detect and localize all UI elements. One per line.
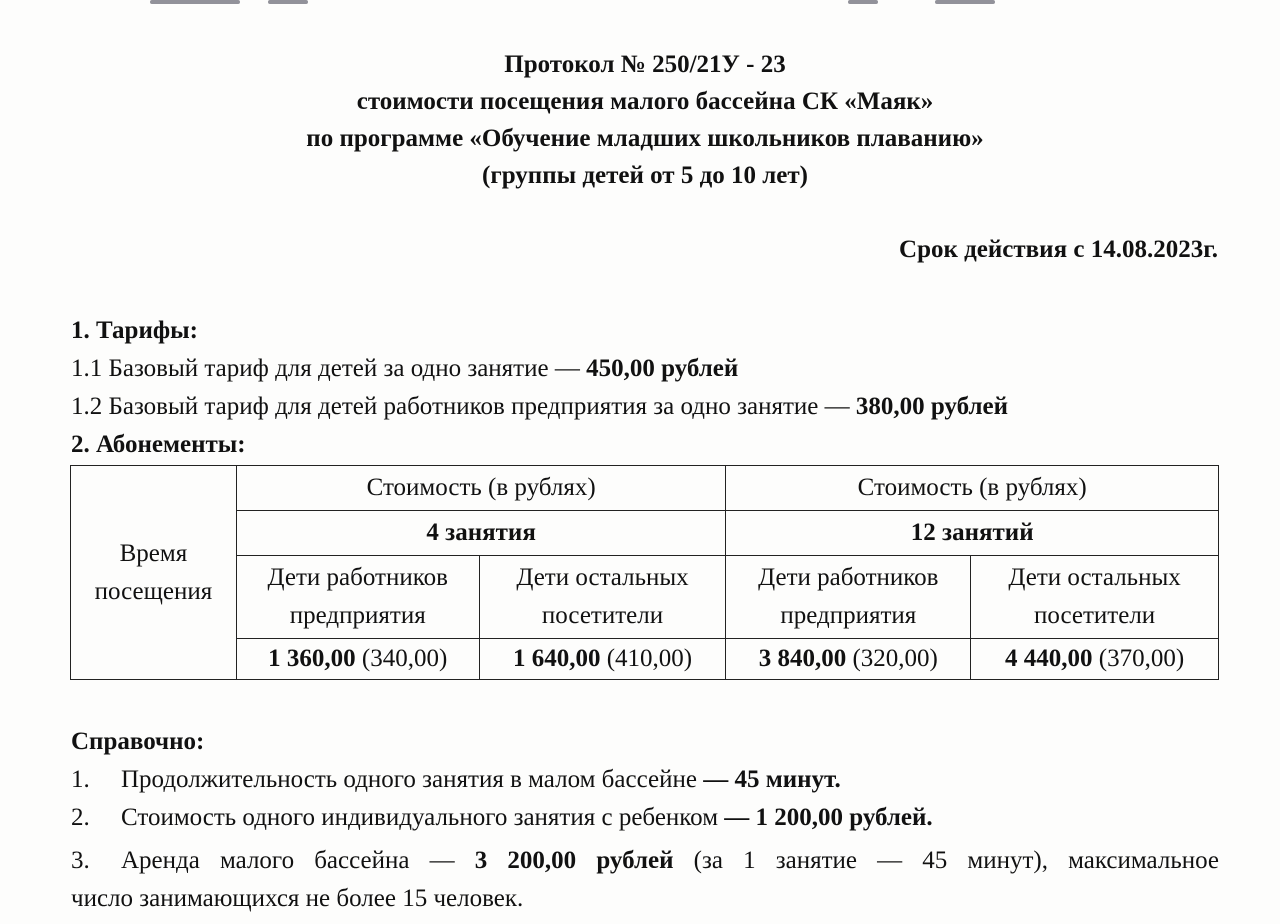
price-cell [479,639,726,680]
title-subject: стоимости посещения малого бассейна СК «Маяк» [356,88,934,115]
subscriptions-heading: 2. Абонементы: [71,431,246,458]
sessions-count-cell: 12 занятий [726,511,1219,556]
reference-item [71,842,1219,918]
subscriptions-table [70,465,1219,680]
table-row [71,511,1219,556]
time-header-cell [71,466,237,680]
title-age-group: (группы детей от 5 до 10 лет) [482,162,808,189]
title-program: по программе «Обучение младших школьников плаванию» [306,125,984,152]
tariff-item-label: 1.2 Базовый тариф для детей работников предприятия за одно занятие — [71,393,856,420]
tariff-item-label: 1.1 Базовый тариф для детей за одно занятие — [71,355,587,382]
reference-item-text: Стоимость одного индивидуального занятия с ребенком [121,804,725,831]
reference-item-continuation: число занимающихся не более 15 человек. [71,885,524,912]
tariff-item [71,393,1008,421]
price-total: 1 360,00 [268,645,356,672]
protocol-number: Протокол № 250/21У - 23 [504,51,786,78]
price-cell [726,639,971,680]
validity-date: Срок действия с 14.08.2023г. [899,236,1218,263]
table-row [71,556,1219,639]
table-row [71,639,1219,680]
tariffs-heading: 1. Тарифы: [71,317,199,344]
reference-item-value: — 1 200,00 рублей. [724,804,933,831]
cost-header-cell: Стоимость (в рублях) [236,466,726,511]
reference-item-number: 2. [71,804,90,831]
reference-item-value: 3 200,00 рублей [474,847,674,874]
time-header: Время посещения [94,539,213,605]
reference-item [71,804,933,832]
price-cell [971,639,1219,680]
tariff-item [71,355,738,383]
reference-item-value: — 45 минут. [703,766,841,793]
price-cell [236,639,479,680]
reference-item-text: Продолжительность одного занятия в малом бассейне [121,766,704,793]
document-title [0,46,1280,194]
price-per-session: (340,00) [361,645,448,672]
reference-item-line [71,842,1219,880]
reference-item-number: 1. [71,766,90,793]
reference-item-text: Аренда малого бассейна — [121,847,475,874]
tariff-item-price: 380,00 рублей [855,393,1009,420]
category-cell: Дети остальных посетители [971,556,1219,639]
table-row [71,466,1219,511]
price-total: 4 440,00 [1005,645,1093,672]
category-cell: Дети работников предприятия [726,556,971,639]
category-cell: Дети остальных посетители [479,556,726,639]
category-cell: Дети работников предприятия [236,556,479,639]
price-per-session: (410,00) [606,645,693,672]
sessions-count-cell: 4 занятия [236,511,726,556]
price-total: 1 640,00 [512,645,601,672]
price-per-session: (320,00) [852,645,938,672]
cost-header-cell: Стоимость (в рублях) [726,466,1219,511]
reference-item-number: 3. [71,847,90,874]
reference-item [71,766,841,794]
tariff-item-price: 450,00 рублей [586,355,739,382]
reference-heading: Справочно: [71,728,205,755]
cropped-header-remnant [0,0,1280,8]
price-per-session: (370,00) [1098,645,1185,672]
price-total: 3 840,00 [758,645,847,672]
reference-item-text-after: (за 1 занятие — 45 минут), максимальное [673,847,1220,874]
